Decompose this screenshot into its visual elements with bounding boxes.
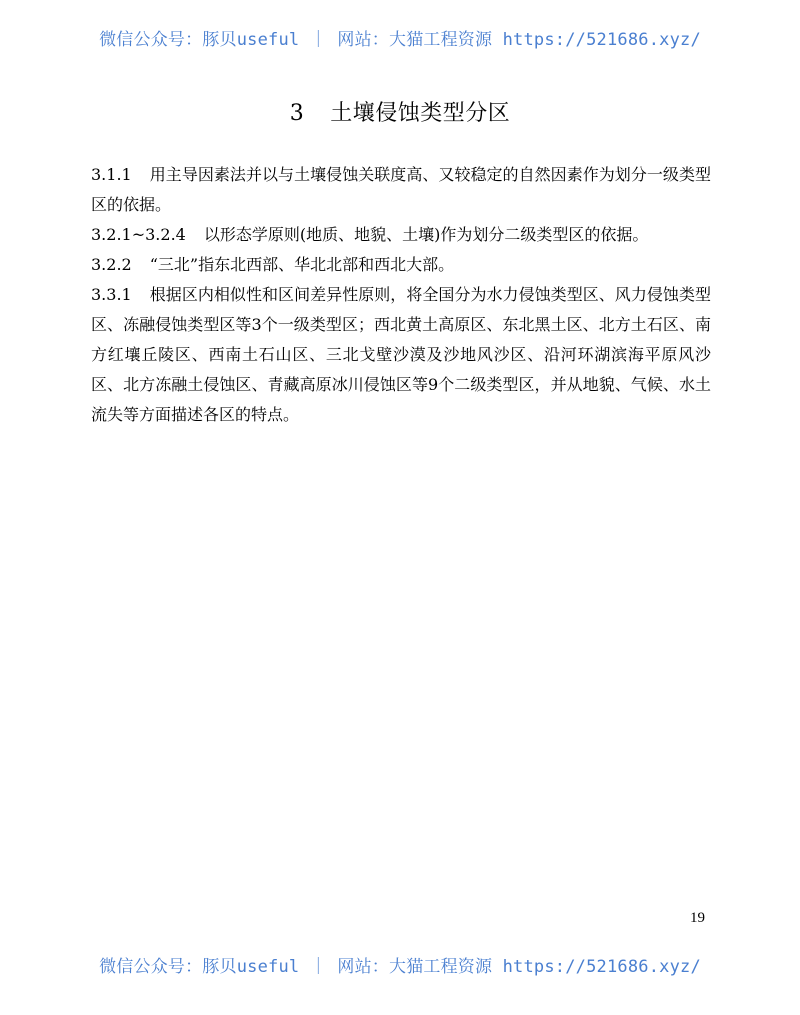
- watermark-footer: 微信公众号：豚贝useful ｜ 网站：大猫工程资源 https://521686.xyz/: [99, 957, 701, 977]
- clause-number: 3.2.2: [91, 255, 132, 274]
- clause-3-1-1: [91, 160, 711, 220]
- clause-text: 根据区内相似性和区间差异性原则，将全国分为水力侵蚀类型区、风力侵蚀类型区、冻融侵蚀类型区等3个一级类型区；西北黄土高原区、东北黑土区、北方土石区、南方红壤丘陵区、西南土石山区、三北戈壁沙漠及沙地风沙区、沿河环湖滨海平原风沙区、北方冻融土侵蚀区、青藏高原冰川侵蚀区等9个二级类型区，并从地貌、气候、水土流失等方面描述各区的特点。: [91, 285, 711, 424]
- watermark-header: 微信公众号：豚贝useful ｜ 网站：大猫工程资源 https://521686.xyz/: [99, 30, 701, 50]
- clause-number: 3.1.1: [91, 165, 132, 184]
- clause-3-3-1: [91, 280, 711, 430]
- clause-text: 用主导因素法并以与土壤侵蚀关联度高、又较稳定的自然因素作为划分一级类型区的依据。: [91, 165, 711, 214]
- clause-number: 3.3.1: [91, 285, 132, 304]
- clause-list: [91, 160, 711, 430]
- clause-number: 3.2.1~3.2.4: [91, 225, 186, 244]
- clause-3-2-2: [91, 250, 711, 280]
- section-heading: [0, 96, 800, 127]
- section-title: 土壤侵蚀类型分区: [330, 101, 511, 126]
- clause-3-2-1-to-3-2-4: [91, 220, 711, 250]
- section-number: 3: [289, 101, 305, 126]
- clause-text: 以形态学原则(地质、地貌、土壤)作为划分二级类型区的依据。: [203, 225, 649, 244]
- clause-text: “三北”指东北西部、华北北部和西北大部。: [149, 255, 455, 274]
- page-number: 19: [690, 910, 705, 926]
